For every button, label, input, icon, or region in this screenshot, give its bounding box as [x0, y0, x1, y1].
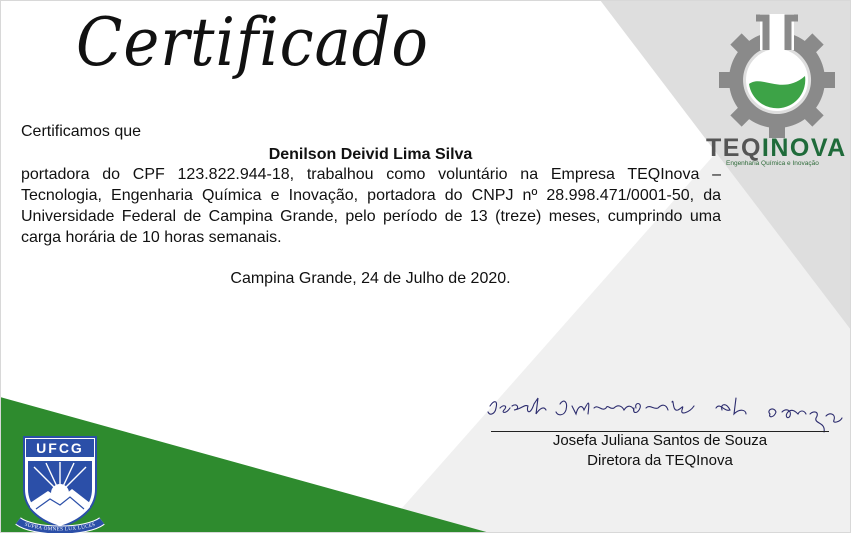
- company-logo-name-prefix: TEQ: [706, 134, 762, 162]
- company-logo-subtitle: Engenharia Química e Inovação: [726, 160, 819, 167]
- signer-name: Josefa Juliana Santos de Souza: [552, 432, 768, 449]
- handwritten-signature: [484, 392, 844, 436]
- certificate-body: portadora do CPF 123.822.944-18, trabalhou como voluntário na Empresa TEQInova – Tecnologia, Engenharia Química e Inovação, portadora do CNPJ nº 28.998.471/0001-50, da Universidade Federal de Campina Grande, pelo período de 13 (treze) meses, cumprindo uma carga horária de 10 horas semanais.: [21, 166, 721, 246]
- company-logo-name: [706, 134, 847, 163]
- shield-crest-icon: [14, 433, 106, 533]
- company-logo-name-suffix: INOVA: [761, 134, 847, 162]
- recipient-name: Denilson Deivid Lima Silva: [268, 146, 473, 163]
- ufcg-acronym: UFCG: [36, 440, 84, 456]
- certificate-title: Certificado: [76, 4, 429, 81]
- signer-role: Diretora da TEQInova: [587, 452, 733, 469]
- ufcg-motto: SUPRA OMNES LUX LUCES: [23, 521, 97, 533]
- place-date: Campina Grande, 24 de Julho de 2020.: [230, 270, 511, 287]
- intro-text: Certificamos que: [21, 123, 142, 140]
